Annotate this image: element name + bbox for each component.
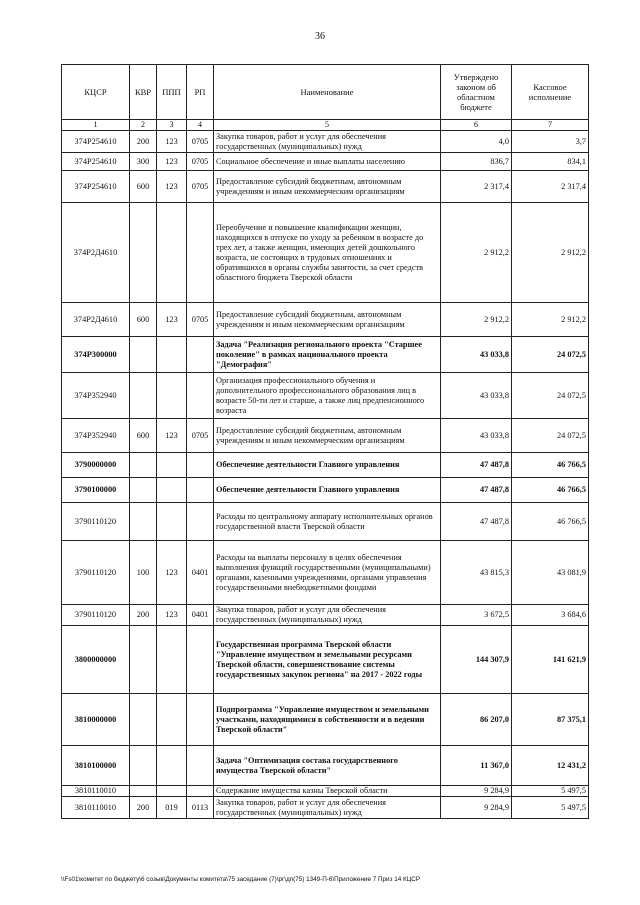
column-number: 2	[130, 120, 157, 131]
cell-kcsr: 374P300000	[62, 337, 130, 373]
cell-cash: 3,7	[512, 131, 589, 153]
cell-kcsr: 374P254610	[62, 131, 130, 153]
cell-cash: 12 431,2	[512, 746, 589, 786]
table-row	[62, 626, 589, 694]
cell-approved: 4,0	[441, 131, 512, 153]
cell-cash: 46 766,5	[512, 478, 589, 503]
cell-ppp	[157, 453, 187, 478]
header-kvr: КВР	[130, 65, 157, 120]
table-row	[62, 153, 589, 171]
cell-ppp: 123	[157, 419, 187, 453]
table-row	[62, 797, 589, 819]
column-number: 4	[187, 120, 214, 131]
cell-kvr: 300	[130, 153, 157, 171]
cell-name: Социальное обеспечение и иные выплаты населению	[214, 153, 441, 171]
cell-approved: 2 912,2	[441, 203, 512, 303]
cell-kcsr: 374P2Д4610	[62, 203, 130, 303]
cell-ppp	[157, 786, 187, 797]
cell-kcsr: 374P2Д4610	[62, 303, 130, 337]
cell-kcsr: 374P352940	[62, 419, 130, 453]
cell-kcsr: 374P254610	[62, 171, 130, 203]
cell-kvr	[130, 337, 157, 373]
cell-kcsr: 374P352940	[62, 373, 130, 419]
cell-rp: 0705	[187, 153, 214, 171]
cell-rp: 0113	[187, 797, 214, 819]
footer-path: \\Fs01\комитет по бюджету\6 созыв\Документы комитета\75 заседание (7)\рг\дп(75) 1349-П-6\Приложение 7 Приз 14 КЦСР	[61, 876, 421, 883]
cell-kcsr: 3800000000	[62, 626, 130, 694]
cell-rp: 0705	[187, 131, 214, 153]
cell-kcsr: 3790110120	[62, 503, 130, 541]
cell-ppp	[157, 203, 187, 303]
cell-ppp: 019	[157, 797, 187, 819]
cell-ppp: 123	[157, 171, 187, 203]
cell-cash: 5 497,5	[512, 786, 589, 797]
cell-name: Государственная программа Тверской области "Управление имуществом и земельными ресурсами Тверской области, совершенствование системы государственных закупок региона" на 2017 - 2022 годы	[214, 626, 441, 694]
header-approved: Утверждено законом об областном бюджете	[441, 65, 512, 120]
cell-kvr: 100	[130, 541, 157, 605]
cell-kcsr: 3810110010	[62, 797, 130, 819]
cell-kvr: 600	[130, 303, 157, 337]
cell-kvr	[130, 203, 157, 303]
cell-ppp	[157, 373, 187, 419]
cell-kcsr: 3790110120	[62, 541, 130, 605]
cell-approved: 9 284,9	[441, 797, 512, 819]
header-ppp: ППП	[157, 65, 187, 120]
cell-approved: 43 033,8	[441, 419, 512, 453]
cell-kcsr: 374P254610	[62, 153, 130, 171]
column-number: 6	[441, 120, 512, 131]
cell-cash: 24 072,5	[512, 337, 589, 373]
cell-rp	[187, 626, 214, 694]
cell-name: Обеспечение деятельности Главного управления	[214, 453, 441, 478]
cell-approved: 2 912,2	[441, 303, 512, 337]
cell-approved: 43 033,8	[441, 373, 512, 419]
table-row	[62, 694, 589, 746]
cell-approved: 43 815,3	[441, 541, 512, 605]
cell-kvr: 200	[130, 131, 157, 153]
page-number: 36	[315, 31, 325, 42]
cell-approved: 43 033,8	[441, 337, 512, 373]
table-row	[62, 478, 589, 503]
cell-kcsr: 3790000000	[62, 453, 130, 478]
header-kcsr: КЦСР	[62, 65, 130, 120]
cell-kcsr: 3810000000	[62, 694, 130, 746]
cell-name: Задача "Реализация регионального проекта "Старшее поколение" в рамках национального проекта "Демография"	[214, 337, 441, 373]
cell-ppp: 123	[157, 541, 187, 605]
column-number: 3	[157, 120, 187, 131]
cell-cash: 24 072,5	[512, 373, 589, 419]
cell-cash: 3 684,6	[512, 605, 589, 626]
cell-rp	[187, 746, 214, 786]
cell-name: Закупка товаров, работ и услуг для обеспечения государственных (муниципальных) нужд	[214, 131, 441, 153]
cell-rp: 0705	[187, 171, 214, 203]
cell-name: Закупка товаров, работ и услуг для обеспечения государственных (муниципальных) нужд	[214, 797, 441, 819]
cell-rp	[187, 373, 214, 419]
cell-approved: 3 672,5	[441, 605, 512, 626]
table-row	[62, 746, 589, 786]
cell-name: Переобучение и повышение квалификации женщин, находящихся в отпуске по уходу за ребенком в возрасте до трех лет, а также женщин, имеющих детей дошкольного возраста, не состоящих в трудовых отношениях и обратившихся в органы службы занятости, за счет средств областного бюджета Тверской области	[214, 203, 441, 303]
cell-name: Предоставление субсидий бюджетным, автономным учреждениям и иным некоммерческим организациям	[214, 419, 441, 453]
cell-kvr	[130, 694, 157, 746]
cell-ppp: 123	[157, 303, 187, 337]
cell-kcsr: 3810100000	[62, 746, 130, 786]
cell-cash: 2 912,2	[512, 203, 589, 303]
cell-kcsr: 3810110010	[62, 786, 130, 797]
cell-rp: 0401	[187, 605, 214, 626]
cell-approved: 11 367,0	[441, 746, 512, 786]
budget-table	[61, 64, 589, 819]
cell-cash: 2 912,2	[512, 303, 589, 337]
cell-ppp	[157, 746, 187, 786]
cell-name: Подпрограмма "Управление имуществом и земельными участками, находящимися в собственности и в ведении Тверской области"	[214, 694, 441, 746]
column-number-row	[62, 120, 589, 131]
cell-kvr	[130, 373, 157, 419]
cell-approved: 47 487,8	[441, 453, 512, 478]
table-row	[62, 131, 589, 153]
cell-approved: 86 207,0	[441, 694, 512, 746]
cell-rp: 0705	[187, 419, 214, 453]
cell-ppp	[157, 503, 187, 541]
cell-kcsr: 3790110120	[62, 605, 130, 626]
cell-cash: 43 081,9	[512, 541, 589, 605]
cell-cash: 87 375,1	[512, 694, 589, 746]
cell-name: Расходы по центральному аппарату исполнительных органов государственной власти Тверской области	[214, 503, 441, 541]
cell-rp	[187, 203, 214, 303]
cell-kvr: 200	[130, 797, 157, 819]
cell-kvr	[130, 746, 157, 786]
cell-name: Предоставление субсидий бюджетным, автономным учреждениям и иным некоммерческим организациям	[214, 303, 441, 337]
cell-approved: 47 487,8	[441, 478, 512, 503]
table-row	[62, 419, 589, 453]
cell-cash: 834,1	[512, 153, 589, 171]
column-number: 5	[214, 120, 441, 131]
table-row	[62, 503, 589, 541]
cell-ppp: 123	[157, 153, 187, 171]
cell-name: Содержание имущества казны Тверской области	[214, 786, 441, 797]
table-row	[62, 605, 589, 626]
cell-rp: 0705	[187, 303, 214, 337]
cell-name: Организация профессионального обучения и дополнительного профессионального образования лиц в возрасте 50-ти лет и старше, а также лиц предпенсионного возраста	[214, 373, 441, 419]
cell-rp	[187, 453, 214, 478]
cell-approved: 2 317,4	[441, 171, 512, 203]
header-row	[62, 65, 589, 120]
header-rp: РП	[187, 65, 214, 120]
cell-rp	[187, 478, 214, 503]
column-number: 7	[512, 120, 589, 131]
table-row	[62, 303, 589, 337]
cell-approved: 9 284,9	[441, 786, 512, 797]
header-name: Наименование	[214, 65, 441, 120]
table-row	[62, 203, 589, 303]
cell-kvr	[130, 626, 157, 694]
cell-cash: 46 766,5	[512, 503, 589, 541]
cell-name: Предоставление субсидий бюджетным, автономным учреждениям и иным некоммерческим организациям	[214, 171, 441, 203]
cell-rp	[187, 694, 214, 746]
cell-name: Обеспечение деятельности Главного управления	[214, 478, 441, 503]
header-cash: Кассовое исполнение	[512, 65, 589, 120]
cell-kvr	[130, 478, 157, 503]
cell-kcsr: 3790100000	[62, 478, 130, 503]
cell-rp	[187, 503, 214, 541]
cell-name: Задача "Оптимизация состава государственного имущества Тверской области"	[214, 746, 441, 786]
cell-ppp	[157, 478, 187, 503]
cell-kvr	[130, 503, 157, 541]
table-row	[62, 786, 589, 797]
cell-rp: 0401	[187, 541, 214, 605]
cell-cash: 24 072,5	[512, 419, 589, 453]
table-row	[62, 453, 589, 478]
cell-approved: 836,7	[441, 153, 512, 171]
cell-approved: 144 307,9	[441, 626, 512, 694]
cell-ppp	[157, 626, 187, 694]
cell-rp	[187, 786, 214, 797]
table-row	[62, 337, 589, 373]
cell-name: Закупка товаров, работ и услуг для обеспечения государственных (муниципальных) нужд	[214, 605, 441, 626]
cell-rp	[187, 337, 214, 373]
cell-cash: 2 317,4	[512, 171, 589, 203]
table-row	[62, 541, 589, 605]
cell-kvr: 600	[130, 171, 157, 203]
cell-name: Расходы на выплаты персоналу в целях обеспечения выполнения функций государственными (муниципальными) органами, казенными учреждениями, органами управления государственными внебюджетными фондами	[214, 541, 441, 605]
cell-approved: 47 487,8	[441, 503, 512, 541]
cell-ppp	[157, 694, 187, 746]
cell-cash: 5 497,5	[512, 797, 589, 819]
cell-kvr: 200	[130, 605, 157, 626]
table-row	[62, 373, 589, 419]
table-row	[62, 171, 589, 203]
cell-ppp: 123	[157, 605, 187, 626]
cell-kvr	[130, 453, 157, 478]
cell-ppp: 123	[157, 131, 187, 153]
cell-cash: 46 766,5	[512, 453, 589, 478]
cell-ppp	[157, 337, 187, 373]
column-number: 1	[62, 120, 130, 131]
cell-kvr: 600	[130, 419, 157, 453]
cell-cash: 141 621,9	[512, 626, 589, 694]
cell-kvr	[130, 786, 157, 797]
